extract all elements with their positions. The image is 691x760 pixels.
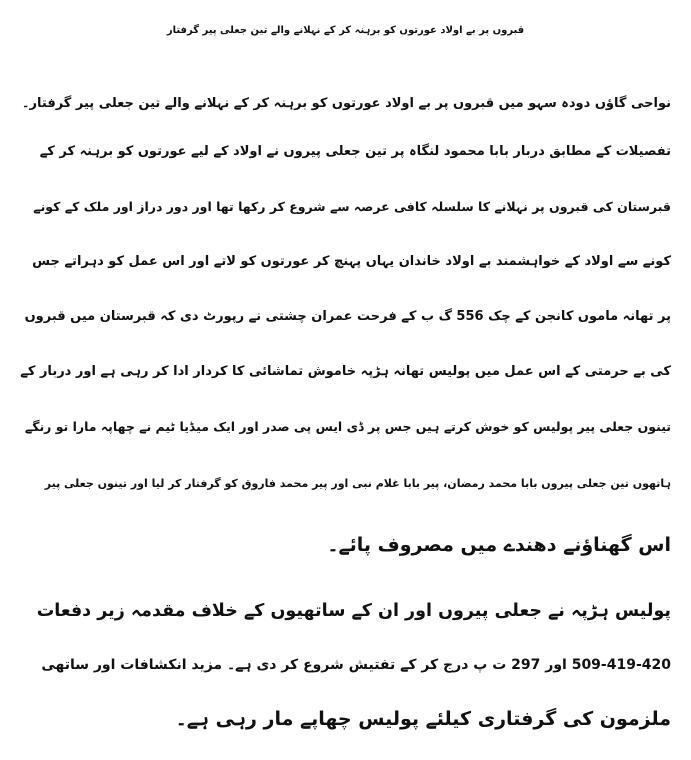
- paragraph-1-line-5: پر تھانہ ماموں کانجن کے چک 556 گ ب کے فرحت عمران چشتی نے رپورٹ دی کہ قبرستان میں قبروں: [24, 309, 671, 324]
- paragraph-2-line-1: پولیس ہڑپہ نے جعلی پیروں اور ان کے ساتھیوں کے خلاف مقدمہ زیر دفعات: [36, 601, 671, 621]
- paragraph-1-line-6: کی بے حرمتی کے اس عمل میں پولیس تھانہ ہڑپہ خاموش تماشائی کا کردار ادا کر رہی ہے اور دربار کے: [20, 364, 671, 379]
- paragraph-1-line-1: نواحی گاؤں دودہ سہو میں قبروں پر بے اولاد عورتوں کو برہنہ کر کے نہلانے والے تین جعلی پیر گرفتار۔: [21, 96, 671, 111]
- paragraph-1-line-4: کونے سے اولاد کے خواہشمند بے اولاد خاندان یہاں پہنچ کر عورتوں کو لاتے اور اس عمل کو دہراتے جس: [32, 254, 671, 269]
- paragraph-1-line-9: اس گھناؤنے دھندے میں مصروف پائے۔: [327, 534, 671, 556]
- paragraph-1-line-3: قبرستان کی قبروں پر نہلانے کا سلسلہ کافی عرصہ سے شروع کر رکھا تھا اور دور دراز اور ملک کے کونے: [33, 199, 671, 214]
- article-headline: قبروں پر بے اولاد عورتوں کو برہنہ کر کے نہلانے والے تین جعلی پیر گرفتار: [166, 25, 525, 36]
- paragraph-2-line-3: ملزمون کی گرفتاری کیلئے پولیس چھاپے مار رہی ہے۔: [175, 708, 671, 730]
- paragraph-2-line-2: 509-419-420 اور 297 ت پ درج کر کے تفتیش شروع کر دی ہے۔ مزید انکشافات اور ساتھی: [41, 657, 671, 673]
- paragraph-1-line-7: تینوں جعلی پیر پولیس کو خوش کرتے ہیں جس پر ڈی ایس پی صدر اور ایک میڈیا ٹیم نے چھاپہ مارا تو رنگے: [24, 419, 671, 434]
- paragraph-1-line-2: تفصیلات کے مطابق دربار بابا محمود لنگاہ پر تین جعلی پیروں نے اولاد کے لیے عورتوں کو برہنہ کر کے: [39, 144, 671, 159]
- paragraph-1-line-8: ہاتھوں تین جعلی پیروں بابا محمد رمضان، پیر بابا غلام نبی اور پیر محمد فاروق کو گرفتار کر لیا اور تینوں جعلی پیر: [44, 477, 671, 490]
